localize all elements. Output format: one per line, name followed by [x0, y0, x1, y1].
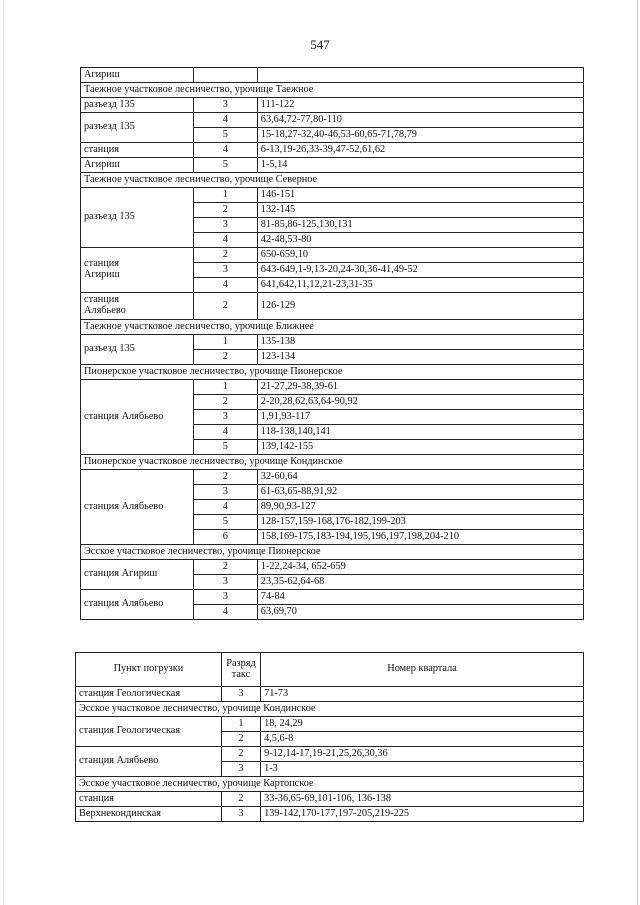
quarter-numbers-cell: 15-18,27-32,40-46,53-60,65-71,78,79	[257, 128, 583, 143]
table-row	[81, 158, 584, 173]
quarter-numbers-cell: 63,69,70	[257, 605, 583, 620]
section-row	[81, 173, 584, 188]
quarter-numbers-cell: 643-649,1-9,13-20,24-30,36-41,49-52	[257, 263, 583, 278]
tax-class-cell: 2	[193, 350, 257, 365]
table-row	[81, 143, 584, 158]
quarter-numbers-cell: 641,642,11,12,21-23,31-35	[257, 278, 583, 293]
quarter-numbers-cell: 1-3	[261, 762, 584, 777]
table-row	[81, 68, 584, 83]
tax-class-cell: 2	[221, 747, 260, 762]
loading-point-name: Верхнекондинская	[79, 807, 161, 819]
quarter-numbers-cell: 2-20,28,62,63,64-90,92	[257, 395, 583, 410]
table-row	[81, 248, 584, 263]
tax-class-cell: 2	[193, 395, 257, 410]
scan-edge-right	[637, 0, 638, 905]
tax-class-cell: 3	[193, 218, 257, 233]
loading-point-cell	[81, 560, 194, 590]
loading-point-name: станция	[84, 258, 120, 270]
loading-point-cell	[81, 380, 194, 455]
quarter-numbers-cell: 32-60,64	[257, 470, 583, 485]
loading-point-name: станция Геологическая	[79, 725, 181, 737]
loading-point-name: разъезд 135	[84, 211, 135, 223]
section-row	[76, 777, 584, 792]
tax-class-cell: 2	[221, 792, 260, 807]
table-row	[81, 113, 584, 128]
loading-point-name: станция	[79, 792, 115, 804]
loading-point-cell	[81, 113, 194, 143]
tax-class-cell: 5	[193, 128, 257, 143]
tax-class-cell: 2	[221, 732, 260, 747]
section-title: Пионерское участковое лесничество, урочище Пионерское	[81, 365, 584, 380]
tax-class-cell: 5	[193, 158, 257, 173]
quarter-numbers-cell: 4,5,6-8	[261, 732, 584, 747]
tax-class-cell: 4	[193, 233, 257, 248]
loading-point-name: станция Алябьево	[84, 410, 164, 422]
table-row	[76, 687, 584, 702]
tax-class-cell: 2	[193, 470, 257, 485]
quarter-numbers-cell: 81-85,86-125,130,131	[257, 218, 583, 233]
quarter-numbers-cell: 1,91,93-117	[257, 410, 583, 425]
section-title: Эсское участковое лесничество, урочище Картопское	[76, 777, 584, 792]
quarter-numbers-cell: 71-73	[261, 687, 584, 702]
quarter-numbers-cell: 42-48,53-80	[257, 233, 583, 248]
tax-class-cell: 2	[193, 293, 257, 320]
scan-edge-left	[3, 0, 4, 905]
quarter-numbers-cell: 1-5,14	[257, 158, 583, 173]
quarter-numbers-cell: 128-157,159-168,176-182,199-203	[257, 515, 583, 530]
quarter-numbers-cell: 146-151	[257, 188, 583, 203]
quarter-numbers-cell: 23,35-62,64-68	[257, 575, 583, 590]
section-title: Эсское участковое лесничество, урочище Кондинское	[76, 702, 584, 717]
table-header-row	[76, 653, 584, 687]
quarter-numbers-cell: 21-27,29-38,39-61	[257, 380, 583, 395]
quarter-numbers-cell	[257, 68, 583, 83]
page-number: 547	[310, 37, 330, 52]
tax-class-cell: 4	[193, 605, 257, 620]
quarter-numbers-cell: 9-12,14-17,19-21,25,26,30,36	[261, 747, 584, 762]
tax-class-cell: 4	[193, 113, 257, 128]
loading-point-name: разъезд 135	[84, 121, 135, 133]
tax-class-cell: 3	[193, 263, 257, 278]
quarter-numbers-cell: 135-138	[257, 335, 583, 350]
loading-point-cell	[81, 143, 194, 158]
quarter-numbers-cell: 18, 24,29	[261, 717, 584, 732]
tax-class-cell: 1	[193, 335, 257, 350]
loading-point-cell	[81, 293, 194, 320]
loading-point-cell	[76, 807, 222, 822]
loading-point-name: разъезд 135	[84, 98, 135, 110]
table-row	[81, 188, 584, 203]
loading-point-name: станция Алябьево	[84, 500, 164, 512]
section-row	[76, 702, 584, 717]
quarter-numbers-cell: 132-145	[257, 203, 583, 218]
section-row	[81, 545, 584, 560]
quarter-numbers-cell: 139,142-155	[257, 440, 583, 455]
loading-point-name: станция Агириш	[84, 568, 158, 580]
tax-class-cell: 1	[221, 717, 260, 732]
quarter-numbers-cell: 111-122	[257, 98, 583, 113]
quarter-numbers-cell: 89,90,93-127	[257, 500, 583, 515]
quarter-numbers-cell: 123-134	[257, 350, 583, 365]
header-tax-class: Разряд такс	[221, 653, 260, 687]
loading-point-name: станция	[84, 294, 120, 306]
tax-class-cell: 4	[193, 278, 257, 293]
quarters-table-continued	[80, 67, 584, 620]
section-title: Эсское участковое лесничество, урочище Пионерское	[81, 545, 584, 560]
loading-point-name-line2: Агириш	[84, 269, 120, 280]
quarter-numbers-cell: 61-63,65-88,91,92	[257, 485, 583, 500]
loading-point-cell	[81, 68, 194, 83]
tax-class-cell: 3	[221, 807, 260, 822]
loading-point-name-line2: Алябьево	[84, 305, 126, 316]
loading-point-name: Агириш	[84, 158, 120, 170]
quarter-numbers-cell: 139-142,170-177,197-205,219-225	[261, 807, 584, 822]
tax-class-cell: 1	[193, 380, 257, 395]
table-row	[81, 470, 584, 485]
tax-class-cell: 2	[193, 560, 257, 575]
loading-point-cell	[76, 792, 222, 807]
loading-point-cell	[81, 470, 194, 545]
loading-point-name: станция Геологическая	[79, 687, 181, 699]
loading-point-cell	[81, 335, 194, 365]
tax-class-cell: 3	[193, 98, 257, 113]
quarter-numbers-cell: 1-22,24-34, 652-659	[257, 560, 583, 575]
table-row	[81, 335, 584, 350]
tax-class-cell: 4	[193, 425, 257, 440]
loading-point-cell	[81, 248, 194, 293]
quarter-numbers-cell: 650-659,10	[257, 248, 583, 263]
loading-point-name: Агириш	[84, 68, 120, 80]
tax-class-cell: 2	[193, 203, 257, 218]
table-row	[81, 293, 584, 320]
quarters-table	[75, 652, 584, 822]
quarter-numbers-cell: 63,64,72-77,80-110	[257, 113, 583, 128]
loading-point-name: станция Алябьево	[84, 598, 164, 610]
tax-class-cell: 2	[193, 248, 257, 263]
table-row	[81, 560, 584, 575]
tax-class-cell: 3	[193, 410, 257, 425]
loading-point-name: разъезд 135	[84, 343, 135, 355]
tax-class-cell: 3	[221, 687, 260, 702]
quarter-numbers-cell: 33-36,65-69,101-106, 136-138	[261, 792, 584, 807]
loading-point-cell	[81, 188, 194, 248]
tax-class-cell: 6	[193, 530, 257, 545]
table-row	[81, 590, 584, 605]
tax-class-cell: 4	[193, 143, 257, 158]
section-title: Таежное участковое лесничество, урочище Таежное	[81, 83, 584, 98]
table-row	[81, 380, 584, 395]
section-row	[81, 83, 584, 98]
quarter-numbers-cell: 6-13,19-26,33-39,47-52,61,62	[257, 143, 583, 158]
quarter-numbers-cell: 126-129	[257, 293, 583, 320]
loading-point-cell	[81, 158, 194, 173]
table-row	[76, 792, 584, 807]
loading-point-name: станция	[84, 143, 120, 155]
section-row	[81, 365, 584, 380]
tax-class-cell	[193, 68, 257, 83]
tax-class-cell: 1	[193, 188, 257, 203]
loading-point-cell	[76, 687, 222, 702]
loading-point-cell	[81, 590, 194, 620]
loading-point-cell	[76, 717, 222, 747]
quarter-numbers-cell: 118-138,140,141	[257, 425, 583, 440]
section-title: Таежное участковое лесничество, урочище Северное	[81, 173, 584, 188]
loading-point-name: станция Алябьево	[79, 755, 159, 767]
tax-class-cell: 3	[193, 485, 257, 500]
tax-class-cell: 3	[221, 762, 260, 777]
tax-class-cell: 5	[193, 515, 257, 530]
loading-point-cell	[81, 98, 194, 113]
section-title: Таежное участковое лесничество, урочище Ближнее	[81, 320, 584, 335]
tax-class-cell: 3	[193, 590, 257, 605]
tax-class-cell: 3	[193, 575, 257, 590]
section-row	[81, 320, 584, 335]
section-row	[81, 455, 584, 470]
table-row	[81, 98, 584, 113]
loading-point-cell	[76, 747, 222, 777]
section-title: Пионерское участковое лесничество, урочище Кондинское	[81, 455, 584, 470]
tax-class-cell: 4	[193, 500, 257, 515]
table-row	[76, 807, 584, 822]
tax-class-cell: 5	[193, 440, 257, 455]
quarter-numbers-cell: 158,169-175,183-194,195,196,197,198,204-210	[257, 530, 583, 545]
header-loading-point: Пункт погрузки	[76, 653, 222, 687]
table-row	[76, 717, 584, 732]
quarter-numbers-cell: 74-84	[257, 590, 583, 605]
table-row	[76, 747, 584, 762]
header-quarter-number: Номер квартала	[261, 653, 584, 687]
